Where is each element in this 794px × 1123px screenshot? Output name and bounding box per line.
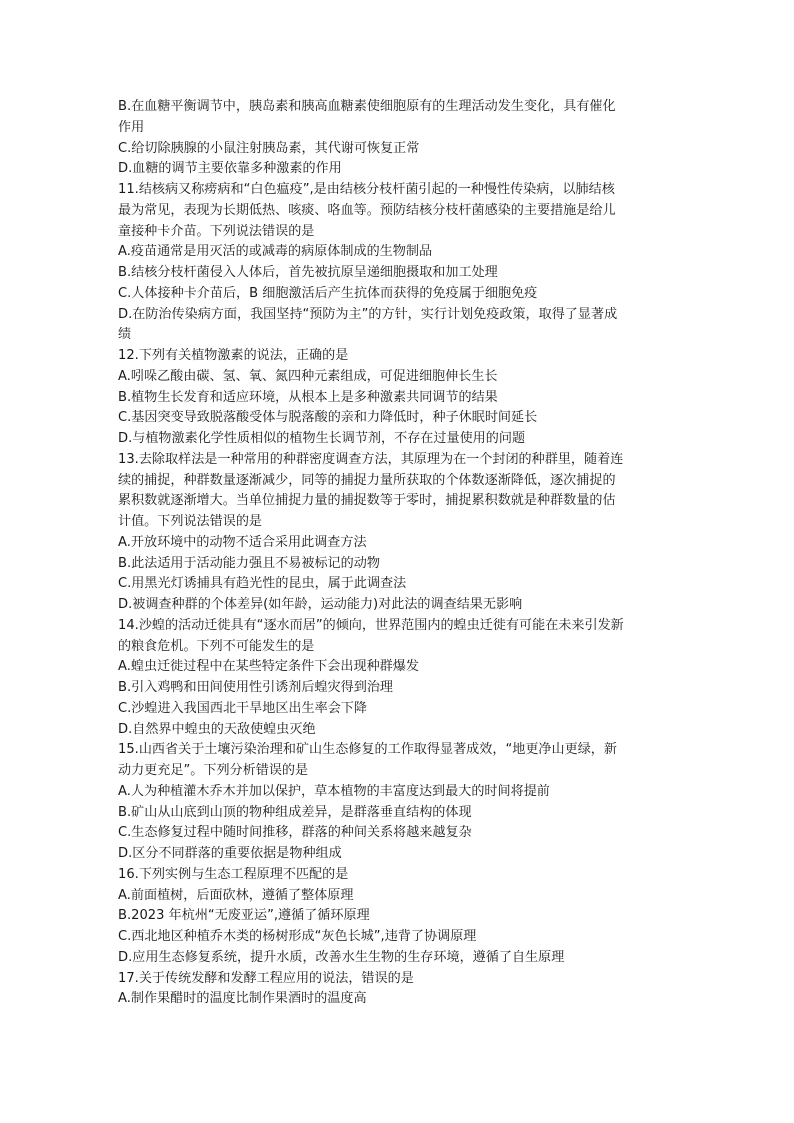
text-line: 11.结核病又称痨病和“白色瘟疫”,是由结核分枝杆菌引起的一种慢性传染病，以肺结核 <box>118 182 615 197</box>
text-line: B.在血糖平衡调节中，胰岛素和胰高血糖素使细胞原有的生理活动发生变化，具有催化 <box>118 99 616 114</box>
text-line: 13.去除取样法是一种常用的种群密度调查方法，其原理为在一个封闭的种群里，随着连 <box>118 451 624 467</box>
text-line: D.区分不同群落的重要依据是物种组成 <box>118 846 342 861</box>
text-line: D.与植物激素化学性质相似的植物生长调节剂，不存在过量使用的问题 <box>118 431 526 446</box>
text-line: 动力更充足”。下列分析错误的是 <box>118 763 309 778</box>
text-line: B.结核分枝杆菌侵入人体后，首先被抗原呈递细胞摄取和加工处理 <box>118 265 498 280</box>
text-line: 绩 <box>118 327 132 343</box>
text-line: A.前面植树，后面砍林，遵循了整体原理 <box>118 887 354 903</box>
text-line: C.人体接种卡介苗后，B 细胞激活后产生抗体而获得的免疫属于细胞免疫 <box>118 285 538 301</box>
text-line: D.被调查种群的个体差异(如年龄，运动能力)对此法的调查结果无影响 <box>118 597 523 612</box>
text-line: 的粮食危机。下列不可能发生的是 <box>118 638 315 654</box>
text-line: 累积数就逐渐增大。当单位捕捉力量的捕捉数等于零时，捕捉累积数就是种群数量的估 <box>118 493 616 509</box>
text-line: A.吲哚乙酸由碳、氢、氧、氮四种元素组成，可促进细胞伸长生长 <box>118 368 498 384</box>
text-line: C.沙蝗进入我国西北干旱地区出生率会下降 <box>118 700 367 716</box>
text-line: 14.沙蝗的活动迁徙具有“逐水而居”的倾向，世界范围内的蝗虫迁徙有可能在未来引发新 <box>118 617 624 633</box>
text-line: 17.关于传统发酵和发酵工程应用的说法，错误的是 <box>118 970 414 986</box>
text-line: 作用 <box>118 119 145 135</box>
text-line: C.生态修复过程中随时间推移，群落的种间关系将越来越复杂 <box>118 825 472 841</box>
text-line: 续的捕捉，种群数量逐渐减少，同等的捕捉力量所获取的个体数逐渐降低，逐次捕捉的 <box>118 472 616 488</box>
text-line: 计值。下列说法错误的是 <box>118 514 263 529</box>
text-line: C.用黑光灯诱捕具有趋光性的昆虫，属于此调查法 <box>118 576 407 592</box>
text-line: A.蝗虫迁徙过程中在某些特定条件下会出现种群爆发 <box>118 659 419 675</box>
text-line: C.西北地区种植乔木类的杨树形成“灰色长城”,违背了协调原理 <box>118 929 477 944</box>
text-line: 童接种卡介苗。下列说法错误的是 <box>118 223 315 239</box>
text-line: D.血糖的调节主要依靠多种激素的作用 <box>118 161 342 177</box>
document-page <box>118 97 678 1010</box>
text-line: A.疫苗通常是用灭活的或减毒的病原体制成的生物制品 <box>118 244 433 260</box>
text-line: D.自然界中蝗虫的天敌使蝗虫灭绝 <box>118 721 316 737</box>
text-line: A.制作果醋时的温度比制作果酒时的温度高 <box>118 991 367 1007</box>
text-line: B.矿山从山底到山顶的物种组成差异，是群落垂直结构的体现 <box>118 804 472 820</box>
text-line: D.应用生态修复系统，提升水质，改善水生生物的生存环境，遵循了自生原理 <box>118 949 565 965</box>
text-line: A.人为种植灌木乔木并加以保护，草本植物的丰富度达到最大的时间将提前 <box>118 783 550 799</box>
text-line: B.植物生长发育和适应环境，从根本上是多种激素共同调节的结果 <box>118 389 498 405</box>
text-line: C.给切除胰腺的小鼠注射胰岛素，其代谢可恢复正常 <box>118 140 420 156</box>
text-line: B.引入鸡鸭和田间使用性引诱剂后蝗灾得到治理 <box>118 680 394 695</box>
text-line: 15.山西省关于土壤污染治理和矿山生态修复的工作取得显著成效，“地更净山更绿，新 <box>118 742 617 758</box>
text-line: 16.下列实例与生态工程原理不匹配的是 <box>118 866 349 882</box>
text-line: B.此法适用于活动能力强且不易被标记的动物 <box>118 555 380 571</box>
text-line: 最为常见，表现为长期低热、咳痰、咯血等。预防结核分枝杆菌感染的主要措施是给儿 <box>118 202 616 218</box>
text-line: C.基因突变导致脱落酸受体与脱落酸的亲和力降低时，种子休眠时间延长 <box>118 410 538 426</box>
text-line: D.在防治传染病方面，我国坚持“预防为主”的方针，实行计划免疫政策，取得了显著成 <box>118 306 618 322</box>
text-line: A.开放环境中的动物不适合采用此调查方法 <box>118 534 367 550</box>
text-line: B.2023 年杭州“无废亚运”,遵循了循环原理 <box>118 908 370 924</box>
text-line: 12.下列有关植物激素的说法，正确的是 <box>118 348 349 363</box>
